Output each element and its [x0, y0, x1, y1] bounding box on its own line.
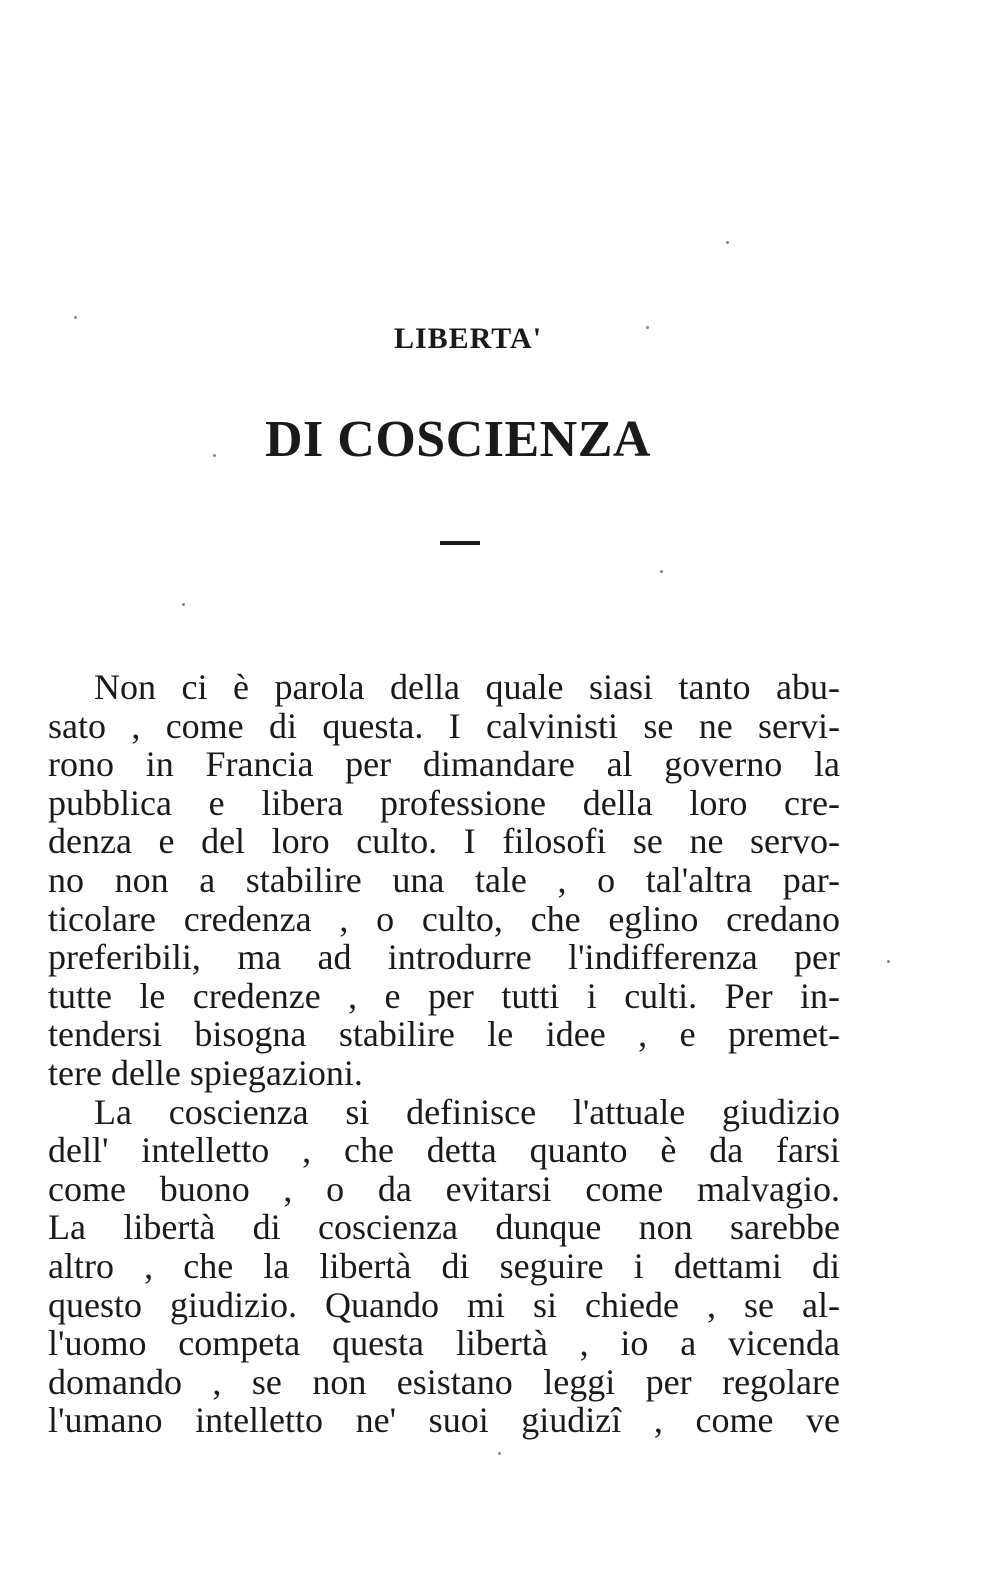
print-speck: [213, 454, 216, 457]
text-line: pubblica e libera professione della loro cre-: [48, 782, 840, 823]
print-speck: [887, 960, 890, 963]
print-speck: [660, 570, 663, 573]
body-text: [48, 668, 840, 1440]
paragraph-2: [48, 1093, 840, 1440]
text-line: La libertà di coscienza dunque non sarebbe: [48, 1207, 840, 1248]
text-line: tere delle spiegazioni.: [48, 1052, 363, 1093]
text-line: l'uomo competa questa libertà , io a vicenda: [48, 1323, 840, 1364]
text-line: sato , come di questa. I calvinisti se ne servi-: [48, 705, 840, 746]
text-line: domando , se non esistano leggi per regolare: [48, 1361, 840, 1402]
text-line: denza e del loro culto. I filosofi se ne servo-: [48, 821, 840, 862]
text-line: La coscienza si definisce l'attuale giudizio: [94, 1091, 840, 1132]
chapter-heading-small: LIBERTA': [393, 322, 543, 355]
print-speck: [74, 316, 77, 319]
text-line: tutte le credenze , e per tutti i culti. Per in-: [48, 975, 840, 1016]
text-line: come buono , o da evitarsi come malvagio.: [48, 1168, 840, 1209]
text-line: dell' intelletto , che detta quanto è da farsi: [48, 1130, 840, 1171]
chapter-heading-large: DI COSCIENZA: [265, 411, 651, 468]
text-line: l'umano intelletto ne' suoi giudizî , come ve: [48, 1400, 840, 1441]
text-line: ticolare credenza , o culto, che eglino credano: [48, 898, 840, 939]
text-line: preferibili, ma ad introdurre l'indifferenza per: [48, 937, 840, 978]
text-line: Non ci è parola della quale siasi tanto abu-: [94, 667, 840, 707]
text-line: tendersi bisogna stabilire le idee , e premet-: [48, 1014, 840, 1055]
text-line: no non a stabilire una tale , o tal'altra par-: [48, 859, 840, 900]
print-speck: [182, 603, 185, 606]
print-speck: [646, 326, 649, 329]
print-speck: [498, 1452, 501, 1455]
text-line: rono in Francia per dimandare al governo la: [48, 744, 840, 785]
paragraph-1: [48, 668, 840, 1093]
print-speck: [726, 241, 729, 244]
separator-rule: [440, 541, 480, 545]
text-line: questo giudizio. Quando mi si chiede , se al-: [48, 1284, 840, 1325]
text-line: altro , che la libertà di seguire i dettami di: [48, 1245, 840, 1286]
